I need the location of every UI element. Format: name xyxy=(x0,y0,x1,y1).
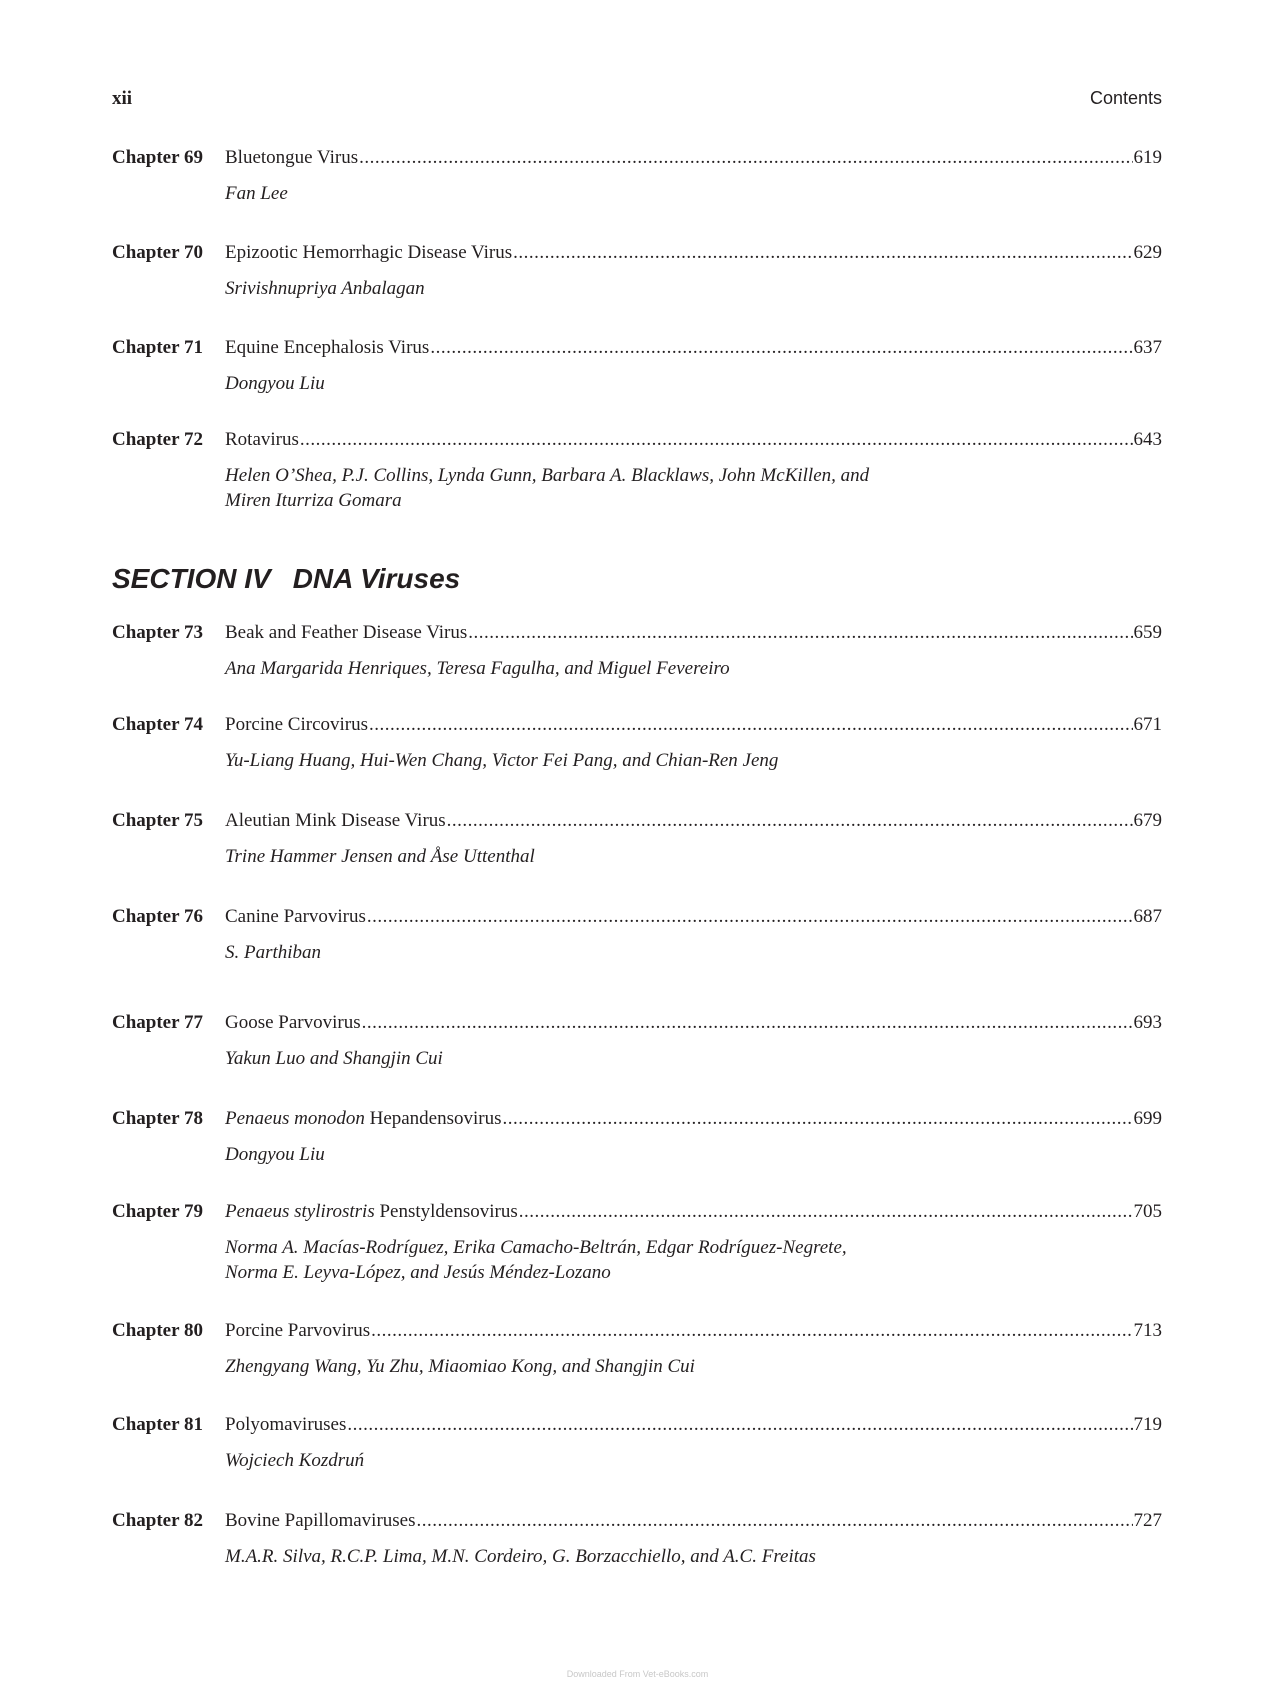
chapter-label: Chapter 73 xyxy=(112,622,203,643)
chapter-title-text: Beak and Feather Disease Virus xyxy=(225,622,468,643)
toc-entry[interactable] xyxy=(112,145,1162,206)
toc-entry-line[interactable] xyxy=(112,1010,1162,1036)
section-label: SECTION IV xyxy=(112,563,271,594)
toc-entry-line[interactable] xyxy=(112,1106,1162,1132)
author-line: Wojciech Kozdruń xyxy=(225,1450,365,1471)
chapter-title[interactable] xyxy=(225,1412,346,1438)
chapter-authors xyxy=(225,940,1162,965)
toc-entry[interactable] xyxy=(112,1010,1162,1071)
toc-entry-line[interactable] xyxy=(112,145,1162,171)
toc-entry-line[interactable] xyxy=(112,712,1162,738)
chapter-title-italic: Penaeus stylirostris xyxy=(225,1201,375,1222)
chapter-title-italic: Penaeus monodon xyxy=(225,1108,365,1129)
author-line: Trine Hammer Jensen and Åse Uttenthal xyxy=(225,846,535,867)
chapter-label: Chapter 74 xyxy=(112,714,203,735)
toc-entry[interactable] xyxy=(112,904,1162,965)
chapter-title-text: Bluetongue Virus xyxy=(225,147,359,168)
dot-leader xyxy=(371,1318,1132,1344)
chapter-title[interactable] xyxy=(225,712,368,738)
author-line: Helen O’Shea, P.J. Collins, Lynda Gunn, Barbara A. Blacklaws, John McKillen, and xyxy=(225,465,870,486)
chapter-title[interactable] xyxy=(225,1010,361,1036)
dot-leader xyxy=(519,1199,1133,1225)
dot-leader xyxy=(369,712,1132,738)
author-line: Ana Margarida Henriques, Teresa Fagulha, and Miguel Fevereiro xyxy=(225,658,730,679)
section-heading xyxy=(112,563,460,595)
page-number: 705 xyxy=(1133,1201,1162,1222)
author-line: Yu-Liang Huang, Hui-Wen Chang, Victor Fei Pang, and Chian-Ren Jeng xyxy=(225,750,779,771)
toc-entry[interactable] xyxy=(112,712,1162,773)
page-number: 719 xyxy=(1133,1414,1162,1435)
running-head-title: Contents xyxy=(1089,88,1162,108)
chapter-title-text: Polyomaviruses xyxy=(225,1414,347,1435)
dot-leader xyxy=(447,808,1133,834)
page-number: 629 xyxy=(1133,242,1162,263)
chapter-title-text: Epizootic Hemorrhagic Disease Virus xyxy=(225,242,513,263)
author-line: Srivishnupriya Anbalagan xyxy=(225,278,425,299)
chapter-label: Chapter 70 xyxy=(112,242,203,263)
page-number: 671 xyxy=(1133,714,1162,735)
chapter-title-text: Goose Parvovirus xyxy=(225,1012,361,1033)
running-head xyxy=(112,88,1162,114)
chapter-authors xyxy=(225,276,1162,301)
chapter-title[interactable] xyxy=(225,145,358,171)
author-line: S. Parthiban xyxy=(225,942,322,963)
chapter-authors xyxy=(225,748,1162,773)
chapter-title[interactable] xyxy=(225,1199,518,1225)
download-watermark: Downloaded From Vet-eBooks.com xyxy=(566,1669,709,1679)
page-number: 699 xyxy=(1133,1108,1162,1129)
chapter-label: Chapter 71 xyxy=(112,337,203,358)
chapter-label: Chapter 72 xyxy=(112,429,203,450)
page-number: 687 xyxy=(1133,906,1162,927)
page-number: 659 xyxy=(1133,622,1162,643)
toc-page xyxy=(112,0,1162,1688)
author-line: Norma A. Macías-Rodríguez, Erika Camacho-Beltrán, Edgar Rodríguez-Negrete, xyxy=(225,1237,847,1258)
toc-entry-line[interactable] xyxy=(112,335,1162,361)
dot-leader xyxy=(359,145,1132,171)
page-number: 693 xyxy=(1133,1012,1162,1033)
chapter-authors xyxy=(225,181,1162,206)
chapter-label: Chapter 75 xyxy=(112,810,203,831)
chapter-title[interactable] xyxy=(225,808,446,834)
chapter-title-text: Porcine Circovirus xyxy=(225,714,369,735)
section-title: DNA Viruses xyxy=(292,563,461,594)
chapter-label: Chapter 82 xyxy=(112,1510,203,1531)
toc-entry-line[interactable] xyxy=(112,1318,1162,1344)
toc-entry-line[interactable] xyxy=(112,1508,1162,1534)
chapter-title-text: Penstyldensovirus xyxy=(379,1201,518,1222)
chapter-authors xyxy=(225,844,1162,869)
chapter-label: Chapter 81 xyxy=(112,1414,203,1435)
toc-entry-line[interactable] xyxy=(112,620,1162,646)
chapter-title-text: Equine Encephalosis Virus xyxy=(225,337,430,358)
author-line: Yakun Luo and Shangjin Cui xyxy=(225,1048,443,1069)
page-number: 727 xyxy=(1133,1510,1162,1531)
chapter-label: Chapter 69 xyxy=(112,147,203,168)
toc-entry-line[interactable] xyxy=(112,904,1162,930)
dot-leader xyxy=(367,904,1133,930)
page-number: 679 xyxy=(1133,810,1162,831)
chapter-label: Chapter 79 xyxy=(112,1201,203,1222)
chapter-authors xyxy=(225,1046,1162,1071)
chapter-authors xyxy=(225,1448,1162,1473)
toc-entry-line[interactable] xyxy=(112,1199,1162,1225)
chapter-title[interactable] xyxy=(225,240,512,266)
toc-entry[interactable] xyxy=(112,1318,1162,1379)
chapter-title[interactable] xyxy=(225,904,366,930)
chapter-label: Chapter 77 xyxy=(112,1012,203,1033)
chapter-title-text: Hepandensovirus xyxy=(369,1108,502,1129)
chapter-authors xyxy=(225,371,1162,396)
chapter-authors xyxy=(225,1544,1162,1569)
toc-entry[interactable] xyxy=(112,240,1162,301)
dot-leader xyxy=(430,335,1132,361)
chapter-authors xyxy=(225,1354,1162,1379)
chapter-title-text: Porcine Parvovirus xyxy=(225,1320,371,1341)
chapter-title[interactable] xyxy=(225,1508,416,1534)
chapter-title-text: Aleutian Mink Disease Virus xyxy=(225,810,446,831)
toc-entry[interactable] xyxy=(112,1412,1162,1473)
chapter-authors xyxy=(225,1235,1162,1285)
page-number: 637 xyxy=(1133,337,1162,358)
author-line: Miren Iturriza Gomara xyxy=(225,490,402,511)
chapter-label: Chapter 80 xyxy=(112,1320,203,1341)
toc-entry-line[interactable] xyxy=(112,240,1162,266)
toc-entry[interactable] xyxy=(112,427,1162,513)
page-number: 619 xyxy=(1133,147,1162,168)
chapter-label: Chapter 78 xyxy=(112,1108,203,1129)
dot-leader xyxy=(503,1106,1133,1132)
page-number: 643 xyxy=(1133,429,1162,450)
author-line: Norma E. Leyva-López, and Jesús Méndez-Lozano xyxy=(225,1262,611,1283)
toc-entry-line[interactable] xyxy=(112,1412,1162,1438)
author-line: Dongyou Liu xyxy=(225,373,325,394)
toc-entry[interactable] xyxy=(112,1508,1162,1569)
chapter-authors xyxy=(225,463,1162,513)
author-line: Dongyou Liu xyxy=(225,1144,325,1165)
chapter-title-text: Bovine Papillomaviruses xyxy=(225,1510,416,1531)
chapter-title[interactable] xyxy=(225,620,467,646)
dot-leader xyxy=(300,427,1133,453)
author-line: M.A.R. Silva, R.C.P. Lima, M.N. Cordeiro, G. Borzacchiello, and A.C. Freitas xyxy=(225,1546,816,1567)
author-line: Zhengyang Wang, Yu Zhu, Miaomiao Kong, and Shangjin Cui xyxy=(225,1356,695,1377)
chapter-authors xyxy=(225,1142,1162,1167)
chapter-title[interactable] xyxy=(225,427,299,453)
toc-entry[interactable] xyxy=(112,808,1162,869)
chapter-label: Chapter 76 xyxy=(112,906,203,927)
toc-entry-line[interactable] xyxy=(112,427,1162,453)
chapter-title[interactable] xyxy=(225,1106,502,1132)
toc-entry[interactable] xyxy=(112,620,1162,681)
chapter-title-text: Canine Parvovirus xyxy=(225,906,366,927)
dot-leader xyxy=(417,1508,1133,1534)
author-line: Fan Lee xyxy=(225,183,288,204)
dot-leader xyxy=(468,620,1132,646)
toc-entry[interactable] xyxy=(112,335,1162,396)
toc-entry[interactable] xyxy=(112,1199,1162,1285)
chapter-title[interactable] xyxy=(225,1318,370,1344)
page-folio: xii xyxy=(112,88,133,109)
page-number: 713 xyxy=(1133,1320,1162,1341)
toc-entry-line[interactable] xyxy=(112,808,1162,834)
chapter-title[interactable] xyxy=(225,335,429,361)
dot-leader xyxy=(362,1010,1133,1036)
toc-entry[interactable] xyxy=(112,1106,1162,1167)
dot-leader xyxy=(513,240,1132,266)
dot-leader xyxy=(347,1412,1132,1438)
chapter-title-text: Rotavirus xyxy=(225,429,299,450)
chapter-authors xyxy=(225,656,1162,681)
